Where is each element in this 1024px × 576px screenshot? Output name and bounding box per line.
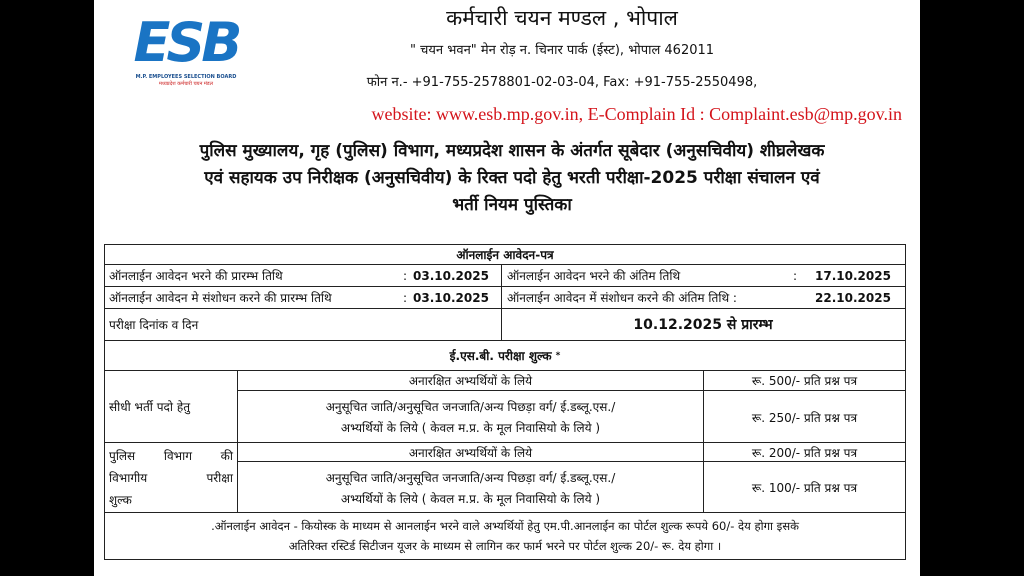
colon: : [403,268,408,283]
table-row [105,265,905,287]
fee-asterisk: * [555,350,561,361]
direct-fee-2: रू. 250/- प्रति प्रश्न पत्र [751,410,858,425]
start-date-label: ऑनलाईन आवेदन भरने की प्रारम्भ तिथि [109,269,283,283]
direct-recruitment-block [105,371,905,443]
footnote-line-1: .ऑनलाईन आवेदन - कियोस्क के माध्यम से आनलाईन भरने वाले अभ्यर्थियों हेतु एम.पी.आनलाईन का पोर्टल शुल्क रूपये 60/- देय होगा इसके [211,519,799,533]
dept-category-2 [238,462,703,513]
direct-category-2-line-1: अनुसूचित जाति/अनुसूचित जनजाति/अन्य पिछड़ा वर्ग/ ई.डब्लू.एस./ [325,400,616,414]
dept-label-line-1: पुलिस विभाग की [109,448,233,463]
footnote-line-2: अतिरिक्त रस्टिर्ड सिटीजन यूजर के माध्यम से लागिन कर फार्म भरने पर पोर्टल शुल्क 20/- रू. देय होगा । [288,539,722,553]
logo-subtitle-english: M.P. EMPLOYEES SELECTION BOARD [135,74,237,80]
board-phone: फोन न.- +91-755-2578801-02-03-04, Fax: +91-755-2550498, [366,75,758,90]
fee-title-row [105,341,905,371]
direct-category-2-line-2: अभ्यर्थियों के लिये ( केवल म.प्र. के मूल निवासियो के लिये ) [340,421,601,435]
dept-category-1: अनारक्षित अभ्यर्थियों के लिये [408,445,533,460]
footnote [109,513,901,559]
table-row [105,287,905,309]
schedule-table [104,244,906,560]
dept-label [109,443,233,512]
dept-fee-2: रू. 100/- प्रति प्रश्न पत्र [751,481,858,495]
exam-date-value: 10.12.2025 से प्रारम्भ [633,317,773,333]
dept-label-line-3: शुल्क [109,492,132,507]
table-section-title-row [105,245,905,265]
exam-date-row [105,309,905,341]
start-date-value: 03.10.2025 [413,268,489,283]
colon: : [403,290,408,305]
board-address: " चयन भवन" मेन रोड़ न. चिनार पार्क (ईस्ट), भोपाल 462011 [409,43,715,58]
notice-line-3: भर्ती नियम पुस्तिका [452,195,572,215]
direct-fee-1: रू. 500/- प्रति प्रश्न पत्र [751,374,858,388]
notice-line-1: पुलिस मुख्यालय, गृह (पुलिस) विभाग, मध्यप्रदेश शासन के अंतर्गत सूबेदार (अनुसचिवीय) शीघ्रलेखक [199,141,825,161]
column-divider [501,265,502,286]
edit-start-label: ऑनलाईन आवेदन मे संशोधन करने की प्रारम्भ तिथि [109,291,332,305]
end-date-value: 17.10.2025 [815,268,891,283]
section-title: ऑनलाईन आवेदन-पत्र [456,248,554,262]
esb-logo [126,11,246,90]
edit-end-value: 22.10.2025 [815,290,891,305]
direct-label: सीधी भर्ती पदो हेतु [109,400,191,414]
logo-letters: ESB [133,11,239,74]
end-date-label: ऑनलाईन आवेदन भरने की अंतिम तिथि [507,269,681,283]
fee-title: ई.एस.बी. परीक्षा शुल्क [449,349,552,363]
notice-line-2: एवं सहायक उप निरीक्षक (अनुसचिवीय) के रिक्त पदो हेतु भरती परीक्षा-2025 परीक्षा संचालन एवं [204,168,820,188]
logo-subtitle-hindi: मध्यप्रदेश कर्मचारी चयन मंडल [159,81,213,87]
exam-date-label: परीक्षा दिनांक व दिन [109,318,199,332]
edit-start-value: 03.10.2025 [413,290,489,305]
fee-title-wrap [105,341,905,370]
document-page [94,0,920,576]
dept-label-line-2: विभागीय परीक्षा [109,470,233,485]
dept-category-2-line-1: अनुसूचित जाति/अनुसूचित जनजाति/अन्य पिछड़ा वर्ग/ ई.डब्लू.एस./ [325,470,616,485]
departmental-block [105,443,905,513]
board-website[interactable]: website: www.esb.mp.gov.in, E-Complain Id : Complaint.esb@mp.gov.in [371,104,902,124]
dept-fee-1: रू. 200/- प्रति प्रश्न पत्र [751,445,858,460]
board-title: कर्मचारी चयन मण्डल , भोपाल [446,6,678,30]
dept-category-2-line-2: अभ्यर्थियों के लिये ( केवल म.प्र. के मूल निवासियो के लिये ) [340,491,601,506]
direct-category-2 [238,391,703,443]
edit-end-label: ऑनलाईन आवेदन में संशोधन करने की अंतिम तिथि : [507,291,737,305]
notice-heading [104,138,920,219]
footnote-row [105,513,905,559]
column-divider [501,287,502,308]
colon: : [793,268,798,283]
direct-category-1: अनारक्षित अभ्यर्थियों के लिये [408,374,533,388]
